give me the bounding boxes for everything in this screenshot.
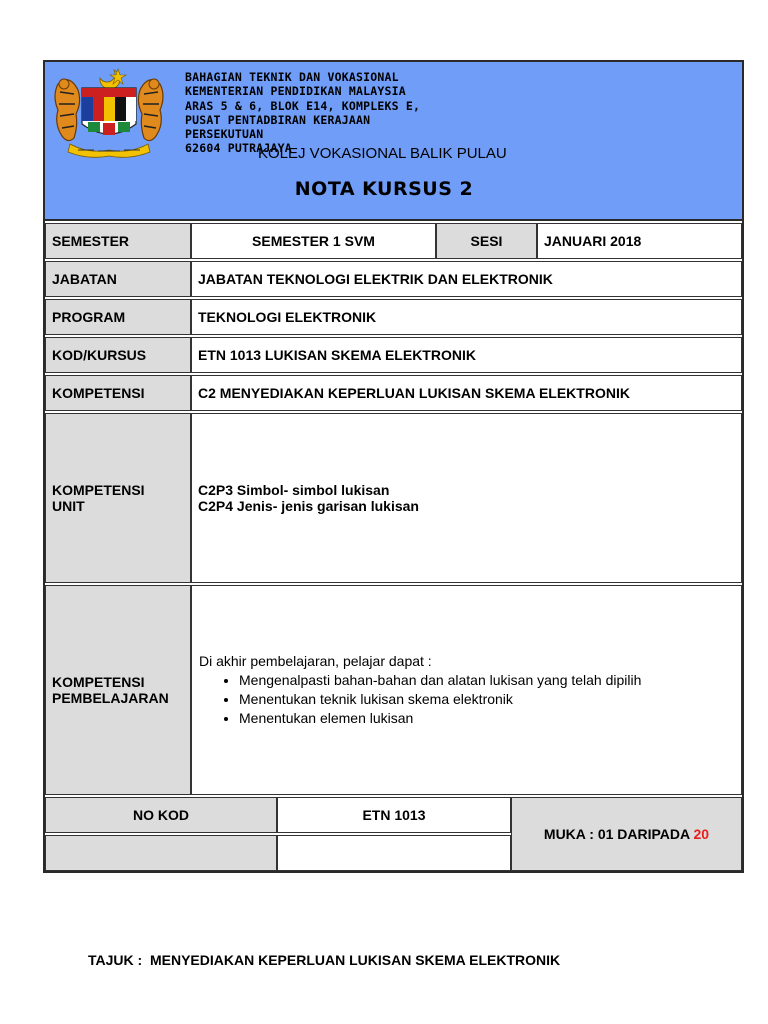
kod-kursus-value: ETN 1013 LUKISAN SKEMA ELEKTRONIK: [191, 337, 742, 373]
label-line: PEMBELAJARAN: [52, 690, 169, 706]
left-tiger-icon: [55, 79, 80, 141]
label-line: KOMPETENSI: [52, 482, 145, 498]
ministry-line: BAHAGIAN TEKNIK DAN VOKASIONAL: [185, 70, 399, 84]
crescent-star-icon: [100, 69, 126, 89]
coat-of-arms-logo: [48, 66, 170, 158]
objective-item: • Menentukan teknik lukisan skema elektronik: [239, 690, 641, 709]
semester-label: SEMESTER: [45, 223, 191, 259]
sesi-label: SESI: [436, 223, 537, 259]
kompetensi-pembelajaran-label: [45, 585, 191, 795]
objective-item: • Menentukan elemen lukisan: [239, 709, 641, 728]
jabatan-label: JABATAN: [45, 261, 191, 297]
objective-item: • Mengenalpasti bahan-bahan dan alatan lukisan yang telah dipilih: [239, 671, 641, 690]
ministry-line: KEMENTERIAN PENDIDIKAN MALAYSIA: [185, 84, 406, 99]
kompetensi-value: C2 MENYEDIAKAN KEPERLUAN LUKISAN SKEMA ELEKTRONIK: [191, 375, 742, 411]
no-kod-label: NO KOD: [45, 797, 277, 833]
objectives-list: [199, 671, 641, 728]
page-total: 20: [693, 826, 710, 842]
unit-item: C2P3 Simbol- simbol lukisan: [198, 482, 390, 498]
label-line: KOMPETENSI: [52, 674, 145, 690]
topic-heading: TAJUK : MENYEDIAKAN KEPERLUAN LUKISAN SKEMA ELEKTRONIK: [88, 952, 561, 968]
program-label: PROGRAM: [45, 299, 191, 335]
kompetensi-pembelajaran-value: [191, 585, 742, 795]
kod-kursus-label: KOD/KURSUS: [45, 337, 191, 373]
objectives-intro: Di akhir pembelajaran, pelajar dapat :: [199, 652, 432, 669]
ministry-line: PUSAT PENTADBIRAN KERAJAAN: [185, 112, 371, 127]
jabatan-value: JABATAN TEKNOLOGI ELEKTRIK DAN ELEKTRONIK: [191, 261, 742, 297]
right-tiger-icon: [138, 79, 163, 141]
ministry-line: 62604 PUTRAJAYA: [185, 141, 292, 156]
ministry-line: ARAS 5 & 6, BLOK E14, KOMPLEKS E,: [185, 98, 421, 113]
semester-value: SEMESTER 1 SVM: [191, 223, 436, 259]
label-line: UNIT: [52, 498, 85, 514]
unit-item: C2P4 Jenis- jenis garisan lukisan: [198, 498, 419, 514]
page-counter: [511, 797, 742, 871]
kompetensi-label: KOMPETENSI: [45, 375, 191, 411]
empty-value-cell: [277, 835, 511, 871]
program-value: TEKNOLOGI ELEKTRONIK: [191, 299, 742, 335]
ministry-address: [185, 70, 420, 156]
ministry-line: PERSEKUTUAN: [185, 127, 264, 142]
page-counter-text: MUKA : 01 DARIPADA: [543, 826, 694, 842]
motto-scroll: [68, 144, 150, 157]
kompetensi-unit-label: [45, 413, 191, 583]
sesi-value: JANUARI 2018: [537, 223, 742, 259]
kompetensi-unit-value: [191, 413, 742, 583]
page-title: NOTA KURSUS 2: [294, 178, 474, 200]
empty-label-cell: [45, 835, 277, 871]
no-kod-value: ETN 1013: [277, 797, 511, 833]
shield-icon: [82, 88, 136, 135]
college-name: KOLEJ VOKASIONAL BALIK PULAU: [258, 145, 507, 162]
